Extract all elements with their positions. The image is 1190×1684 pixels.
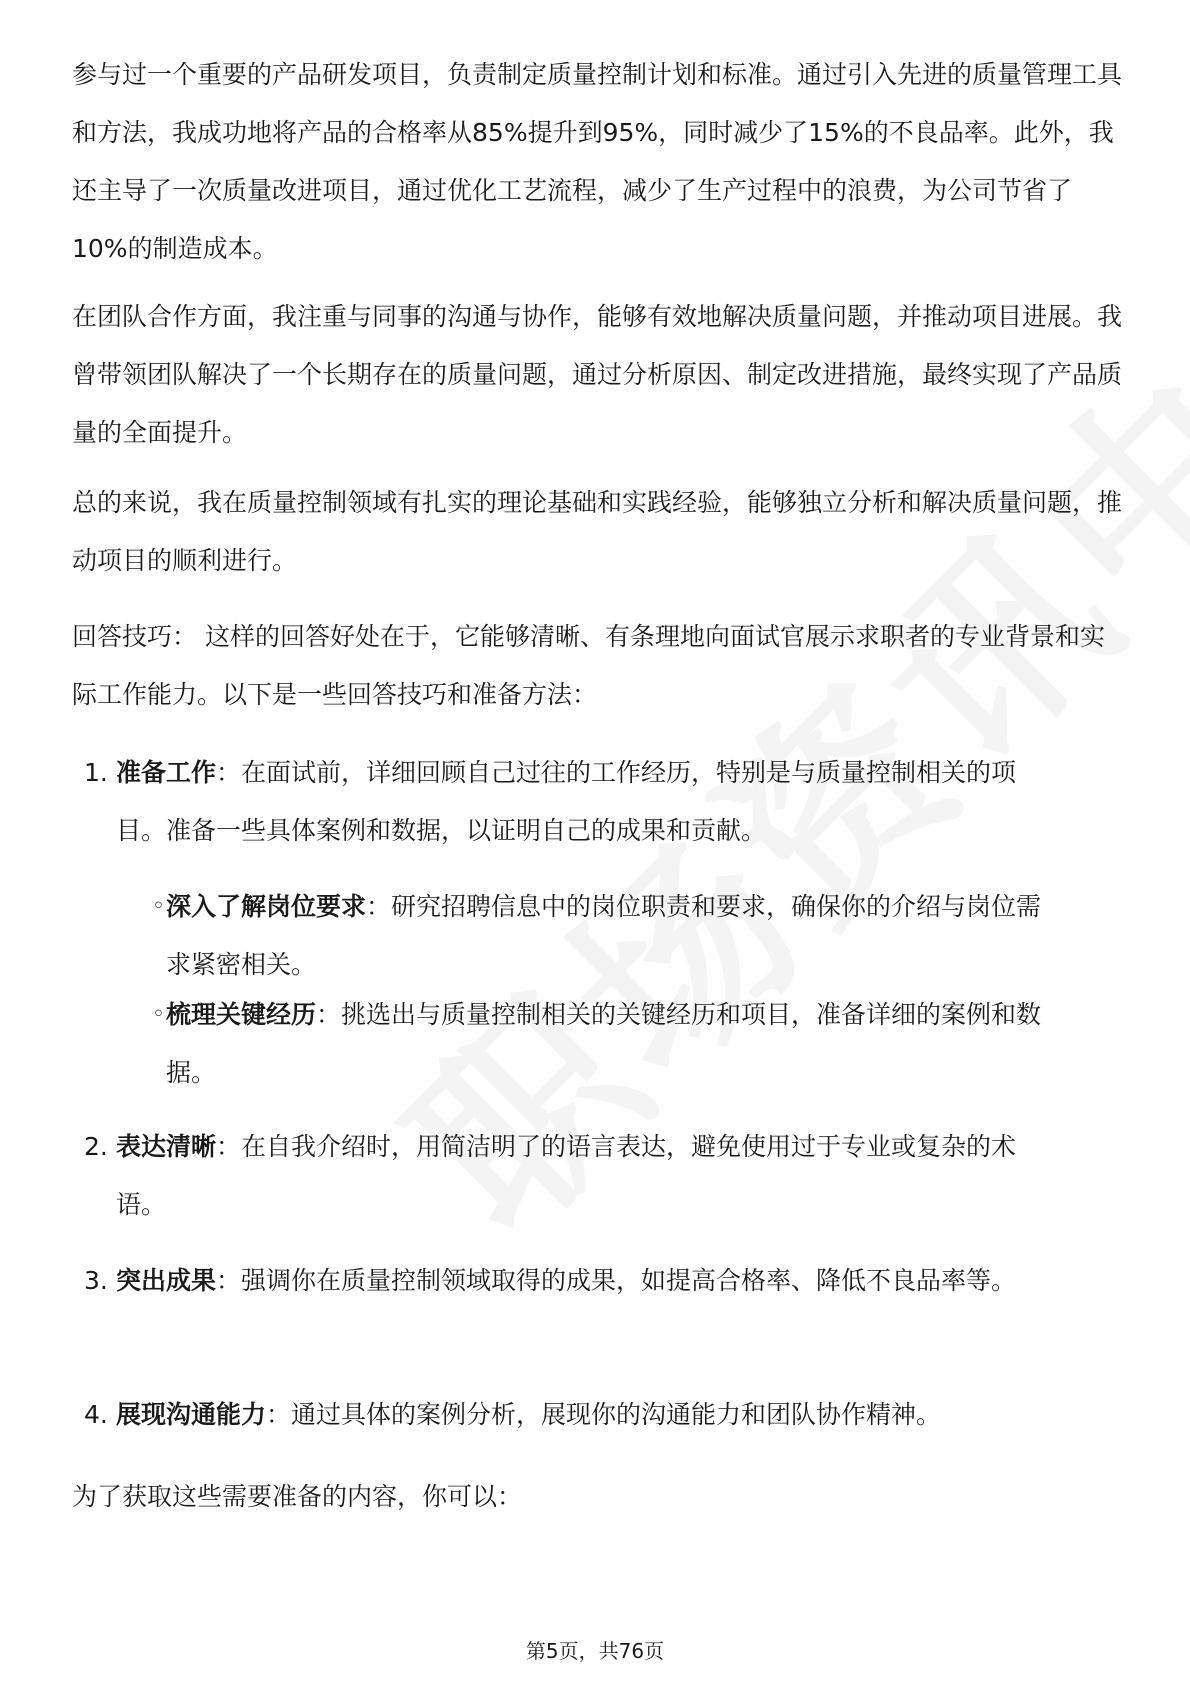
list-item-1-text: ：在面试前，详细回顾自己过往的工作经历，特别是与质量控制相关的项目。准备一些具体案例和数据，以证明自己的成果和贡献。 [116,758,1017,845]
sub-item-1 [166,878,1046,994]
list-number-2: 2. [84,1132,108,1161]
list-number-1: 1. [84,758,108,787]
paragraph-closing: 为了获取这些需要准备的内容，你可以： [72,1482,523,1511]
sub-item-2-title: 梳理关键经历 [166,1000,317,1029]
list-item-2 [116,1118,1046,1234]
list-item-4 [116,1386,1046,1444]
sub-item-2-text: ：挑选出与质量控制相关的关键经历和项目，准备详细的案例和数据。 [166,1000,1042,1087]
list-item-2-text: ：在自我介绍时，用简洁明了的语言表达，避免使用过于专业或复杂的术语。 [116,1132,1017,1219]
list-number-4: 4. [84,1400,108,1429]
list-item-1-title: 准备工作 [116,758,217,787]
list-item-3-text: ：强调你在质量控制领域取得的成果，如提高合格率、降低不良品率等。 [216,1266,1017,1295]
paragraph-teamwork: 在团队合作方面，我注重与同事的沟通与协作，能够有效地解决质量问题，并推动项目进展。我曾带领团队解决了一个长期存在的质量问题，通过分析原因、制定改进措施，最终实现了产品质量的全面提升。 [72,302,1123,447]
list-item-4-title: 展现沟通能力 [116,1400,267,1429]
list-item-1 [116,744,1046,860]
list-item-2-title: 表达清晰 [116,1132,217,1161]
sub-item-1-title: 深入了解岗位要求 [166,892,367,921]
list-item-4-text: ：通过具体的案例分析，展现你的沟通能力和团队协作精神。 [266,1400,942,1429]
sub-bullet-1: ◦ [152,894,165,919]
list-number-3: 3. [84,1266,108,1295]
list-item-3-title: 突出成果 [116,1266,217,1295]
sub-item-1-text: ：研究招聘信息中的岗位职责和要求，确保你的介绍与岗位需求紧密相关。 [166,892,1042,979]
sub-item-2 [166,986,1046,1102]
list-item-3 [116,1252,1046,1310]
paragraph-answer-tips: 回答技巧： 这样的回答好处在于，它能够清晰、有条理地向面试官展示求职者的专业背景和实际工作能力。以下是一些回答技巧和准备方法： [72,622,1105,709]
page-number-footer: 第5页，共76页 [525,1639,665,1663]
paragraph-summary: 总的来说，我在质量控制领域有扎实的理论基础和实践经验，能够独立分析和解决质量问题，推动项目的顺利进行。 [72,488,1123,575]
sub-bullet-2: ◦ [152,1002,165,1027]
paragraph-project-experience: 参与过一个重要的产品研发项目，负责制定质量控制计划和标准。通过引入先进的质量管理工具和方法，我成功地将产品的合格率从85%提升到95%，同时减少了15%的不良品率。此外，我还主导了一次质量改进项目，通过优化工艺流程，减少了生产过程中的浪费，为公司节省了10%的制造成本。 [72,60,1123,263]
